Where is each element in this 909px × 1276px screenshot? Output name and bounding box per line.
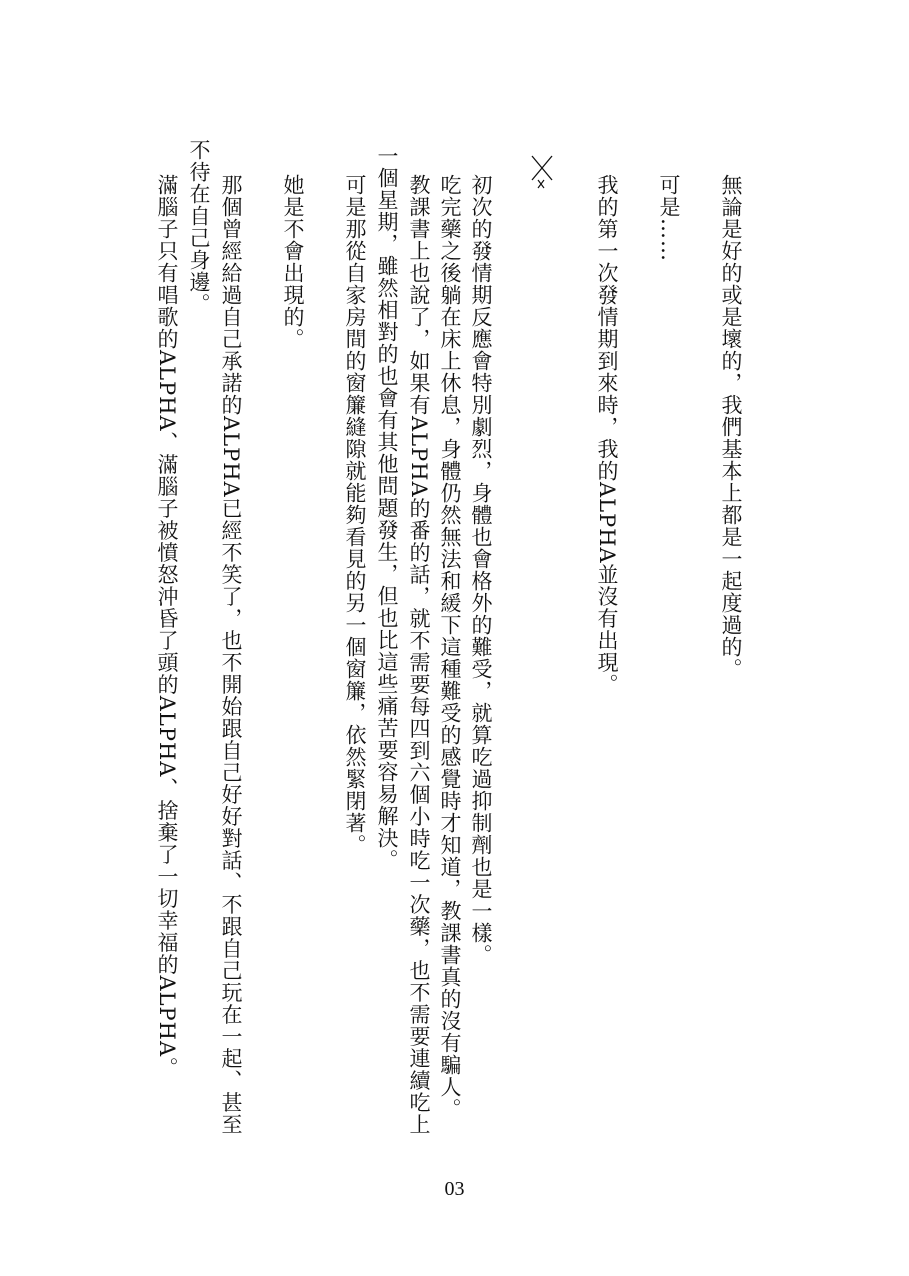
text-column-12: 滿腦子只有唱歌的ALPHA、滿腦子被憤怒沖昏了頭的ALPHA、捨棄了一切幸福的ALPHA。 bbox=[155, 174, 179, 1080]
text-column-9: 她是不會出現的。 bbox=[281, 174, 305, 350]
text-column-10: 那個曾經給過自己承諾的ALPHA已經不笑了，也不開始跟自己好好對話、不跟自己玩在一起、甚至 bbox=[219, 174, 243, 1136]
text-column-5: 吃完藥之後躺在床上休息，身體仍然無法和緩下這種難受的感覺時才知道，教課書真的沒有騙人。 bbox=[438, 174, 462, 1120]
text-column-2: 可是…… bbox=[657, 174, 681, 262]
text-column-7: 一個星期，雖然相對的也會有其他問題發生，但也比這些痛苦要容易解決。 bbox=[375, 145, 399, 871]
text-column-1: 無論是好的或是壞的，我們基本上都是一起度過的。 bbox=[719, 174, 743, 680]
scene-break-mark bbox=[528, 152, 558, 192]
text-column-11: 不待在自己身邊。 bbox=[187, 139, 211, 315]
text-column-3: 我的第一次發情期到來時，我的ALPHA並沒有出現。 bbox=[595, 174, 619, 696]
text-column-8: 可是那從自家房間的窗簾縫隙就能夠看見的另一個窗簾，依然緊閉著。 bbox=[343, 174, 367, 856]
page-number: 03 bbox=[444, 1178, 465, 1200]
text-column-6: 教課書上也說了，如果有ALPHA的番的話，就不需要每四到六個小時吃一次藥，也不需要連續吃上 bbox=[407, 174, 431, 1136]
text-column-4: 初次的發情期反應會特別劇烈，身體也會格外的難受，就算吃過抑制劑也是一樣。 bbox=[469, 174, 493, 966]
